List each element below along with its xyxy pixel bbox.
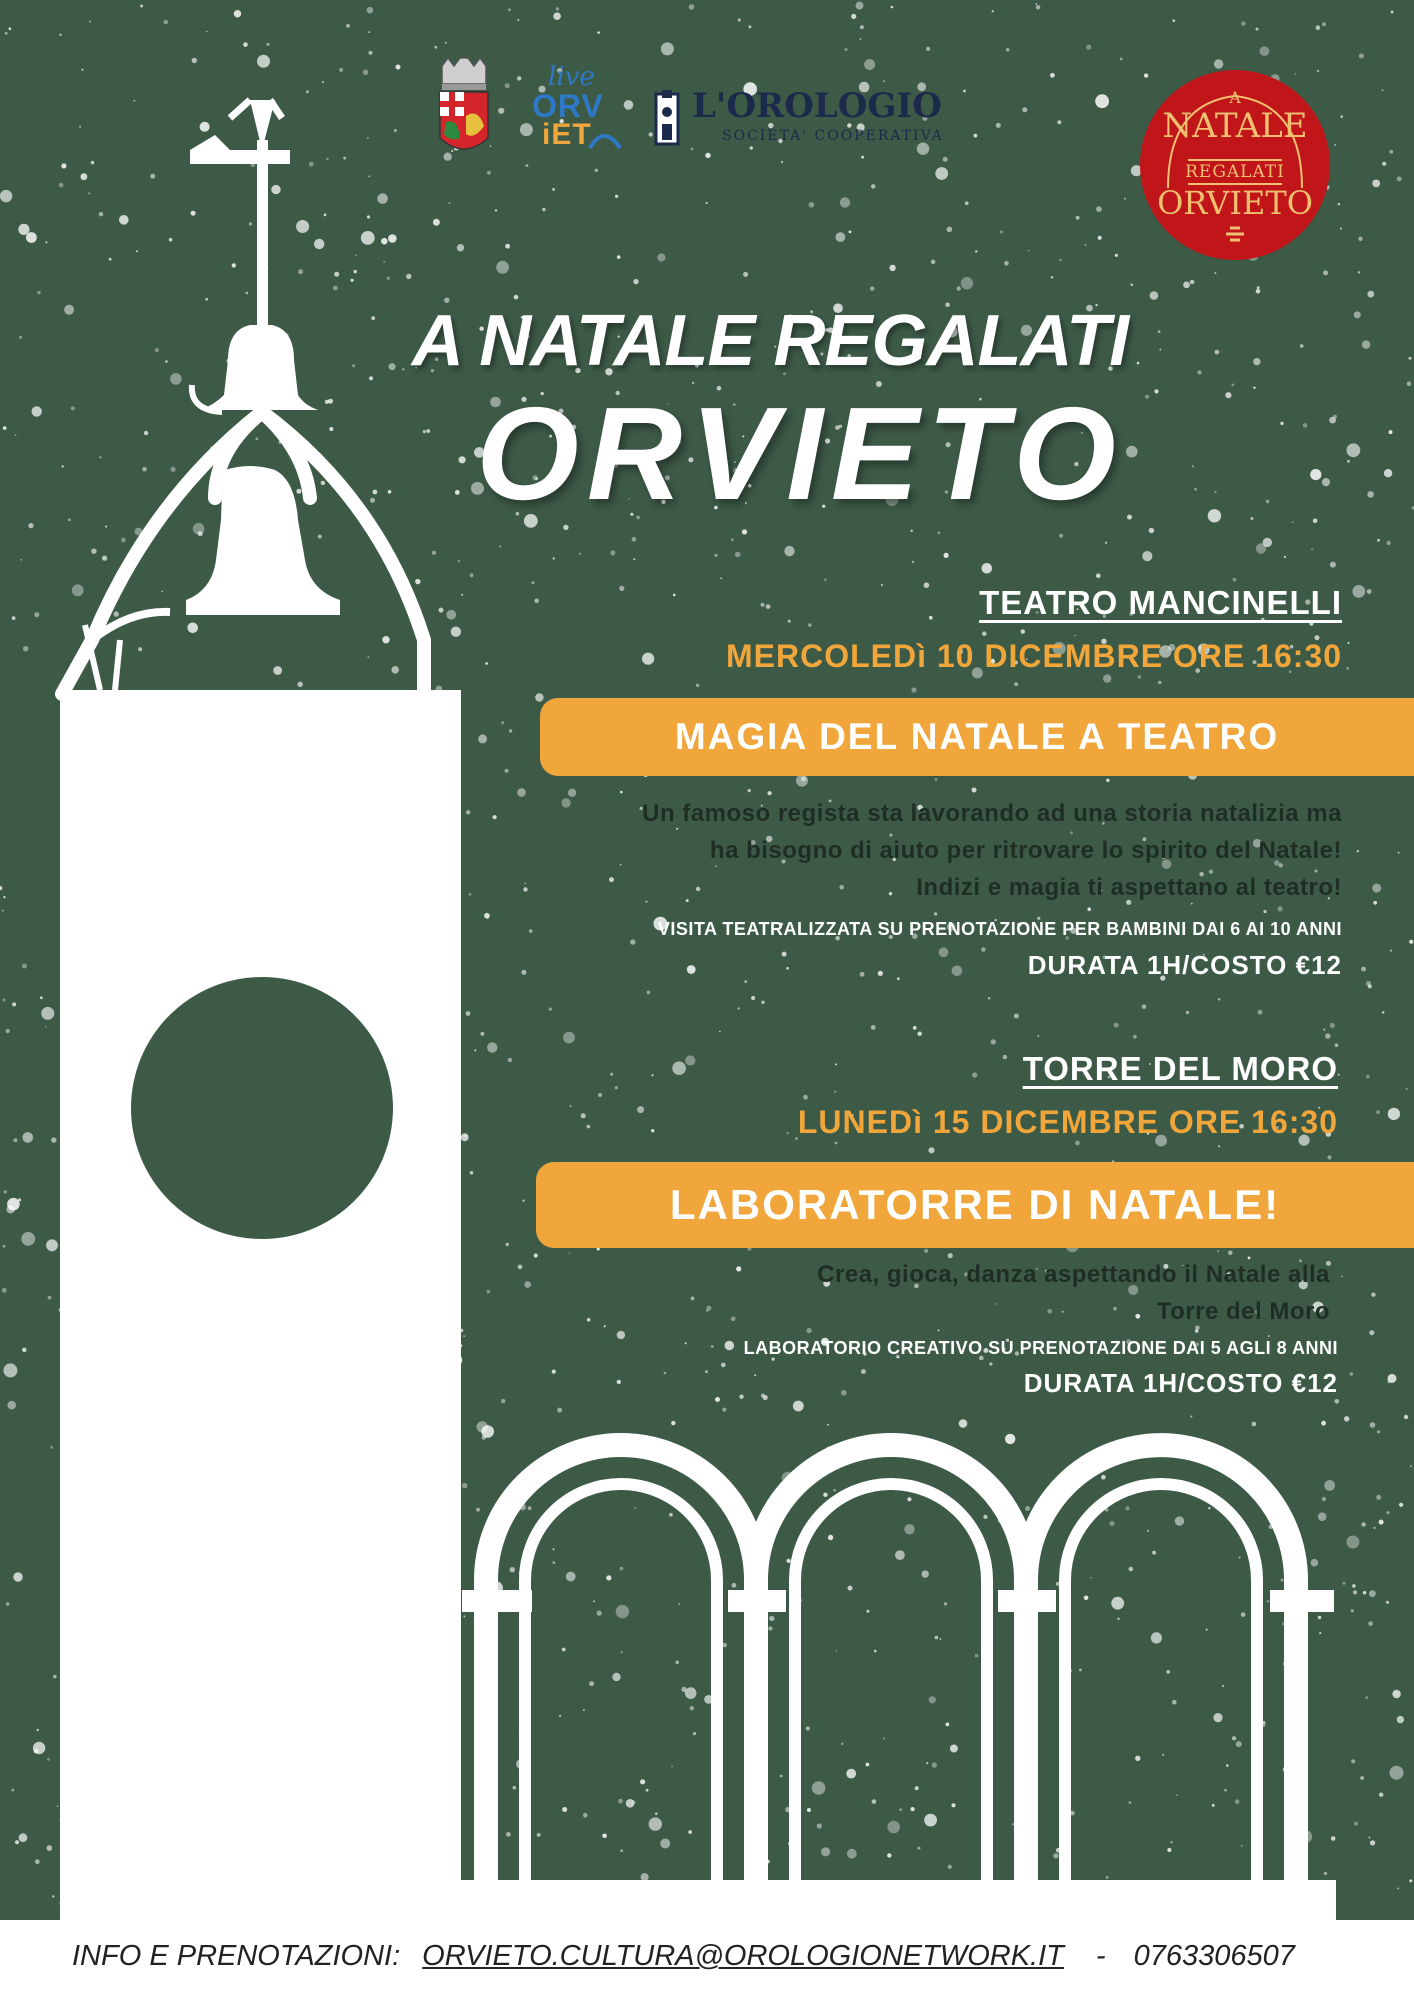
event-1-title-banner: MAGIA DEL NATALE A TEATRO <box>540 698 1414 776</box>
event-1-details: VISITA TEATRALIZZATA SU PRENOTAZIONE PER BAMBINI DAI 6 AI 10 ANNI <box>657 919 1342 939</box>
arches-shape <box>486 1445 1296 1920</box>
orologio-logo <box>648 86 978 150</box>
event-1-description-line: Indizi e magia ti aspettano al teatro! <box>916 874 1342 901</box>
weather-vane-icon <box>190 100 290 345</box>
event-2-date: LUNEDì 15 DICEMBRE ORE 16:30 <box>797 1104 1338 1140</box>
event-2-description-line: Torre del Moro <box>1156 1298 1330 1325</box>
event-2-title-banner: LABORATORRE DI NATALE! <box>536 1162 1414 1248</box>
tower-icon <box>650 90 684 146</box>
event-2-venue: TORRE DEL MORO <box>1022 1050 1338 1087</box>
event-2-details: LABORATORIO CREATIVO SU PRENOTAZIONE DAI 5 AGLI 8 ANNI <box>743 1338 1338 1358</box>
event-1-date: MERCOLEDì 10 DICEMBRE ORE 16:30 <box>725 638 1342 674</box>
event-2-description <box>817 1256 1330 1330</box>
event-2-description-line: Crea, gioca, danza aspettando il Natale alla <box>817 1261 1330 1288</box>
live-orvieto-logo-bot: iET <box>542 118 592 151</box>
footer-separator: - <box>1095 1940 1106 1972</box>
footer <box>0 1920 1414 2000</box>
title-line-2: ORVIETO <box>476 380 1124 527</box>
tower-clock-circle <box>131 977 393 1239</box>
event-1-description-line: ha bisogno di aiuto per ritrovare lo spirito del Natale! <box>709 837 1342 864</box>
live-orvieto-logo-top: live <box>548 62 595 92</box>
footer-line <box>72 1940 1295 1973</box>
event-1-description-line: Un famoso regista sta lavorando ad una storia natalizia ma <box>642 800 1342 827</box>
title-line-1: A NATALE REGALATI <box>411 301 1129 381</box>
badge-line2: NATALE <box>1162 106 1308 146</box>
orologio-name: L'OROLOGIO <box>692 86 942 126</box>
orologio-subtitle: SOCIETA' COOPERATIVA <box>722 128 944 144</box>
event-2-duration: DURATA 1H/COSTO €12 <box>1023 1368 1338 1398</box>
footer-email-link[interactable]: ORVIETO.CULTURA@OROLOGIONETWORK.IT <box>422 1940 1064 1972</box>
badge-line3: REGALATI <box>1185 162 1285 182</box>
orvieto-crest-logo <box>436 56 492 160</box>
tower-shape <box>60 690 461 1920</box>
upper-bell-icon <box>200 325 318 410</box>
wave-icon <box>588 128 622 150</box>
badge-line4: ORVIETO <box>1157 184 1313 222</box>
footer-phone[interactable]: 0763306507 <box>1133 1940 1295 1972</box>
footer-label: INFO E PRENOTAZIONI: <box>72 1940 401 1972</box>
natale-regalati-orvieto-badge <box>1138 68 1332 262</box>
live-orvieto-logo-mid: ORV <box>532 88 604 124</box>
live-orvieto-logo <box>528 62 624 154</box>
badge-line1: A <box>1229 88 1241 107</box>
event-1-venue: TEATRO MANCINELLI <box>979 584 1342 621</box>
event-1-description <box>642 795 1342 906</box>
event-1-duration: DURATA 1H/COSTO €12 <box>1027 950 1342 980</box>
